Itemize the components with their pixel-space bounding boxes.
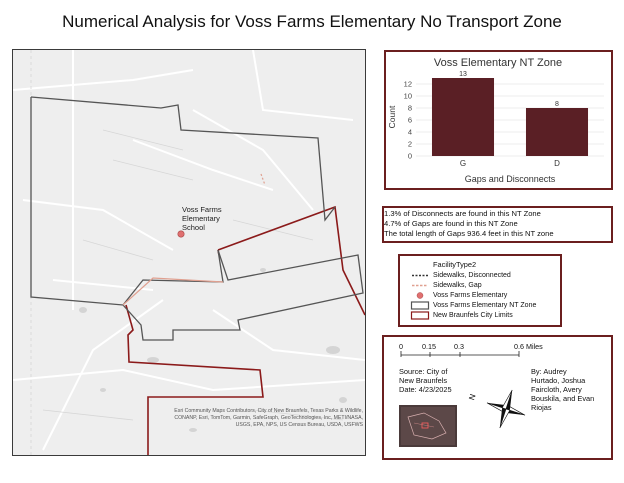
map-canvas <box>13 50 365 455</box>
legend-item-city-limits: New Braunfels City Limits <box>410 311 513 320</box>
scale-label-1: 0.15 <box>422 342 436 351</box>
data-label: 13 <box>459 71 467 78</box>
x-tick-label: D <box>554 159 560 168</box>
y-tick-label: 6 <box>407 115 412 125</box>
sidewalk-gaps <box>123 174 265 305</box>
minor-roads <box>31 50 343 455</box>
bar-g <box>432 78 494 156</box>
inset-map <box>399 405 457 447</box>
legend <box>398 254 562 327</box>
north-arrow-icon <box>481 384 531 434</box>
legend-title: FacilityType2 <box>433 260 477 269</box>
y-tick-label: 0 <box>407 151 412 161</box>
scale-bar <box>401 351 519 357</box>
map-credits: Esri Community Maps Contributors, City of New Braunfels, Texas Parks & Wildlife, CONANP, Esri, TomTom, Garmin, SafeGraph, GeoTechnologies, Inc, METI/NASA, USGS, EPA, NPS, US Census Bureau, USDA, USFWS <box>174 408 363 428</box>
stat-disconnects: 1.3% of Disconnects are found in this NT Zone <box>384 209 541 218</box>
scale-label-3: 0.6 Miles <box>514 342 543 351</box>
legend-item-nt-zone: Voss Farms Elementary NT Zone <box>410 301 536 310</box>
source-text: Source: City of New Braunfels Date: 4/23/2025 <box>399 367 452 394</box>
dashed-line-icon <box>410 281 430 290</box>
legend-item-disconnected: Sidewalks, Disconnected <box>410 271 511 280</box>
y-tick-label: 2 <box>407 139 412 149</box>
y-tick-label: 12 <box>403 79 412 89</box>
outline-icon <box>410 311 430 320</box>
legend-item-gap: Sidewalks, Gap <box>410 281 482 290</box>
chart-title: Voss Elementary NT Zone <box>433 57 563 69</box>
chart-panel <box>384 50 613 190</box>
x-tick-label: G <box>459 159 467 168</box>
outline-icon <box>410 301 430 310</box>
map-view[interactable] <box>12 49 366 456</box>
scale-label-0: 0 <box>399 342 403 351</box>
point-icon <box>410 291 430 300</box>
road-network <box>13 50 365 450</box>
data-label: 8 <box>555 101 559 108</box>
bar-chart <box>386 52 611 188</box>
scale-label-2: 0.3 <box>454 342 464 351</box>
school-label: Voss Farms Elementary School <box>182 205 222 232</box>
legend-item-school: Voss Farms Elementary <box>410 291 507 300</box>
map-title: Numerical Analysis for Voss Farms Elementary No Transport Zone <box>62 12 562 31</box>
authors-text: By: Audrey Hurtado, Joshua Faircloth, Avery Bouskila, and Evan Riojas <box>531 367 595 412</box>
info-panel <box>382 335 613 460</box>
y-tick-label: 4 <box>407 127 412 137</box>
y-tick-label: 10 <box>403 91 412 101</box>
stat-gaps: 4.7% of Gaps are found in this NT Zone <box>384 219 518 228</box>
bar-d <box>526 108 588 156</box>
x-axis-label: Gaps and Disconnects <box>464 174 556 184</box>
dashed-line-icon <box>410 271 430 280</box>
north-label: N <box>467 392 478 402</box>
stat-gap-length: The total length of Gaps 936.4 feet in this NT zone <box>384 229 554 238</box>
stats-panel <box>382 206 613 243</box>
y-tick-label: 8 <box>407 103 412 113</box>
y-axis-label: Count <box>387 105 397 129</box>
